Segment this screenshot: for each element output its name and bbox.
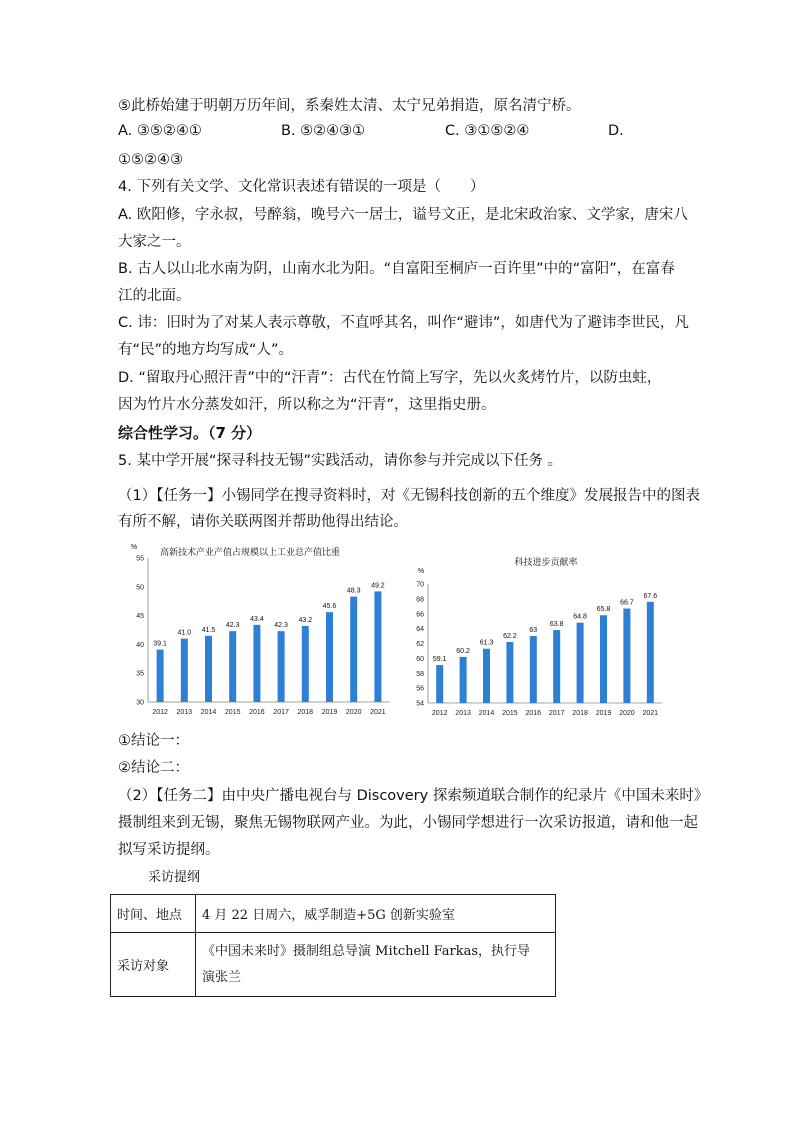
chart-title: 科技进步贡献率 bbox=[514, 557, 578, 567]
x-tick-label: 2017 bbox=[548, 710, 565, 717]
data-label: 48.3 bbox=[346, 587, 361, 595]
interviewee-line-1: 《中国未来时》摄制组总导演 Mitchell Farkas，执行导 bbox=[202, 943, 531, 959]
x-tick-label: 2017 bbox=[273, 709, 289, 716]
bar bbox=[460, 657, 467, 703]
table-row bbox=[111, 895, 556, 933]
task-1-line-2: 有所不解，请你关联两图并帮助他得出结论。 bbox=[118, 514, 408, 530]
bar bbox=[553, 630, 560, 703]
y-tick-label: 70 bbox=[416, 581, 424, 589]
chart-title: 高新技术产业产值占规模以上工业总产值比重 bbox=[160, 547, 341, 557]
x-tick-label: 2019 bbox=[321, 709, 338, 716]
option-b[interactable]: B. ⑤②④③① bbox=[281, 123, 366, 139]
x-tick-label: 2013 bbox=[176, 709, 193, 716]
bar bbox=[623, 609, 630, 703]
y-tick-label: 55 bbox=[136, 555, 144, 563]
q4-option-c[interactable]: C. 讳：旧时为了对某人表示尊敬，不直呼其名，叫作“避讳”，如唐代为了避讳李世民，凡 bbox=[118, 315, 689, 331]
x-tick-label: 2018 bbox=[572, 710, 588, 717]
data-label: 43.2 bbox=[298, 616, 313, 624]
data-label: 63 bbox=[529, 627, 538, 635]
data-label: 49.2 bbox=[371, 582, 385, 590]
question-5: 5. 某中学开展“探寻科技无锡”实践活动，请你参与并完成以下任务 。 bbox=[118, 453, 563, 469]
x-tick-label: 2021 bbox=[642, 710, 659, 717]
q4-option-b-cont: 江的北面。 bbox=[118, 288, 191, 304]
conclusion-1: ①结论一： bbox=[118, 733, 189, 749]
data-label: 43.4 bbox=[250, 615, 264, 623]
y-tick-label: 40 bbox=[136, 641, 144, 649]
question-4: 4. 下列有关文学、文化常识表述有错误的一项是（ ） bbox=[118, 179, 485, 195]
bar bbox=[181, 639, 188, 702]
data-label: 64.8 bbox=[573, 613, 587, 621]
x-tick-label: 2014 bbox=[478, 710, 495, 717]
row-label-time-place: 时间、地点 bbox=[111, 895, 196, 933]
bar bbox=[577, 623, 584, 703]
y-tick-label: 54 bbox=[416, 700, 424, 708]
task-2-line-2: 摄制组来到无锡，聚焦无锡物联网产业。为此，小锡同学想进行一次采访报道，请和他一起 bbox=[118, 815, 698, 831]
bar bbox=[253, 625, 260, 702]
data-label: 60.2 bbox=[456, 647, 470, 655]
option-d-content: ①⑤②④③ bbox=[118, 152, 183, 168]
answer-options bbox=[118, 123, 678, 143]
data-label: 59.1 bbox=[432, 656, 447, 664]
data-label: 62.2 bbox=[503, 633, 517, 641]
x-tick-label: 2012 bbox=[431, 710, 448, 717]
x-tick-label: 2016 bbox=[249, 709, 265, 716]
data-label: 41.5 bbox=[201, 626, 216, 634]
option-d[interactable]: D. bbox=[608, 123, 624, 139]
bar bbox=[350, 597, 357, 702]
q4-option-b[interactable]: B. 古人以山北水南为阴，山南水北为阳。“自富阳至桐庐一百许里”中的“富阳”，在富春 bbox=[118, 261, 675, 277]
x-tick-label: 2012 bbox=[152, 709, 168, 716]
interview-outline-table bbox=[110, 894, 556, 997]
chart-hightech-share bbox=[120, 538, 400, 722]
row-value-time-place[interactable]: 4 月 22 日周六，威孚制造+5G 创新实验室 bbox=[196, 895, 556, 933]
data-label: 42.3 bbox=[274, 622, 288, 630]
bar bbox=[278, 631, 285, 702]
bar bbox=[600, 615, 607, 703]
y-tick-label: 66 bbox=[416, 611, 424, 619]
bar bbox=[374, 591, 381, 702]
data-label: 39.1 bbox=[153, 640, 167, 648]
q4-option-d[interactable]: D. “留取丹心照汗青”中的“汗青”：古代在竹简上写字，先以火炙烤竹片，以防虫蛀， bbox=[118, 370, 662, 386]
x-tick-label: 2020 bbox=[345, 709, 362, 716]
y-tick-label: 35 bbox=[136, 670, 144, 678]
data-label: 65.8 bbox=[596, 606, 611, 614]
option-c[interactable]: C. ③①⑤②④ bbox=[445, 123, 530, 139]
data-label: 41.0 bbox=[177, 629, 192, 637]
bar bbox=[506, 642, 513, 703]
task-1-line-1: （1）【任务一】小锡同学在搜寻资料时，对《无锡科技创新的五个维度》发展报告中的图表 bbox=[118, 488, 700, 504]
data-label: 45.6 bbox=[322, 603, 337, 611]
bar bbox=[229, 631, 236, 702]
y-tick-label: 68 bbox=[416, 596, 424, 604]
y-axis-unit: % bbox=[130, 544, 138, 551]
x-tick-label: 2016 bbox=[525, 710, 542, 717]
y-tick-label: 30 bbox=[136, 699, 144, 707]
bar bbox=[436, 665, 443, 703]
y-tick-label: 60 bbox=[416, 655, 424, 663]
bar bbox=[647, 602, 654, 703]
section-heading: 综合性学习。（7 分） bbox=[118, 424, 262, 442]
y-axis-unit: % bbox=[417, 568, 425, 575]
bar bbox=[157, 650, 164, 702]
q4-option-c-cont: 有“民”的地方均写成“人”。 bbox=[118, 342, 294, 358]
table-row bbox=[111, 933, 556, 997]
data-label: 61.3 bbox=[479, 639, 494, 647]
q4-option-a-cont: 大家之一。 bbox=[118, 234, 191, 250]
chart-tech-contribution bbox=[408, 548, 672, 722]
x-tick-label: 2015 bbox=[502, 710, 518, 717]
q4-option-d-cont: 因为竹片水分蒸发如汗，所以称之为“汗青”，这里指史册。 bbox=[118, 397, 496, 413]
x-tick-label: 2015 bbox=[224, 709, 241, 716]
x-tick-label: 2018 bbox=[297, 709, 314, 716]
outline-title: 采访提纲 bbox=[148, 870, 201, 885]
data-label: 66.7 bbox=[620, 599, 634, 607]
y-tick-label: 64 bbox=[416, 626, 424, 634]
x-tick-label: 2021 bbox=[370, 709, 386, 716]
bar bbox=[205, 636, 212, 702]
y-tick-label: 45 bbox=[136, 613, 144, 621]
row-value-interviewee[interactable] bbox=[196, 933, 556, 997]
bar bbox=[326, 612, 333, 702]
data-label: 63.8 bbox=[549, 621, 564, 629]
y-tick-label: 62 bbox=[416, 641, 424, 648]
data-label: 67.6 bbox=[643, 592, 658, 600]
bar bbox=[302, 626, 309, 702]
data-label: 42.3 bbox=[225, 622, 240, 630]
x-tick-label: 2020 bbox=[619, 710, 635, 717]
y-tick-label: 58 bbox=[416, 670, 424, 678]
row-label-interviewee: 采访对象 bbox=[111, 933, 196, 997]
q4-option-a[interactable]: A. 欧阳修，字永叔，号醉翁，晚号六一居士，谥号文正，是北宋政治家、文学家，唐宋八 bbox=[118, 207, 688, 223]
bar bbox=[483, 649, 490, 703]
bar bbox=[530, 636, 537, 703]
x-tick-label: 2019 bbox=[595, 710, 612, 717]
x-tick-label: 2013 bbox=[455, 710, 471, 717]
option-sentence-5: ⑤此桥始建于明朝万历年间，系秦姓太清、太宁兄弟捐造，原名清宁桥。 bbox=[118, 98, 581, 114]
y-tick-label: 56 bbox=[416, 685, 424, 693]
x-tick-label: 2014 bbox=[200, 709, 217, 716]
conclusion-2: ②结论二： bbox=[118, 760, 189, 776]
interviewee-line-2: 演张兰 bbox=[202, 969, 242, 985]
task-2-line-1: （2）【任务二】由中央广播电视台与 Discovery 探索频道联合制作的纪录片《中国未来时》 bbox=[118, 788, 709, 804]
task-2-line-3: 拟写采访提纲。 bbox=[118, 842, 220, 858]
y-tick-label: 50 bbox=[136, 584, 144, 592]
option-a[interactable]: A. ③⑤②④① bbox=[118, 123, 202, 139]
